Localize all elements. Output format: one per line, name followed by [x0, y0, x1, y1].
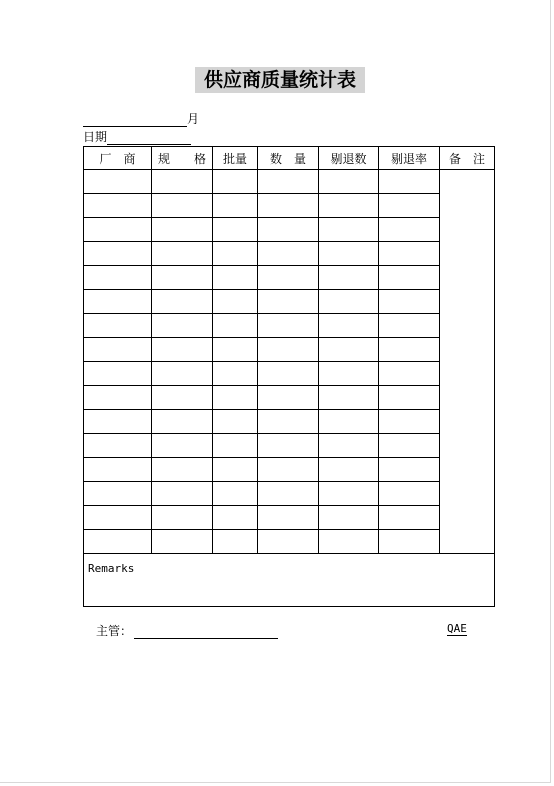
- table-row: [84, 338, 495, 362]
- table-cell[interactable]: [84, 386, 152, 410]
- table-row: [84, 482, 495, 506]
- table-cell[interactable]: [213, 458, 258, 482]
- table-cell[interactable]: [379, 314, 440, 338]
- table-cell[interactable]: [152, 170, 213, 194]
- table-cell[interactable]: [319, 458, 379, 482]
- table-cell[interactable]: [213, 410, 258, 434]
- table-cell[interactable]: [379, 290, 440, 314]
- notes-cell[interactable]: [440, 170, 495, 554]
- table-cell[interactable]: [213, 530, 258, 554]
- table-cell[interactable]: [213, 266, 258, 290]
- table-cell[interactable]: [319, 482, 379, 506]
- table-cell[interactable]: [258, 194, 319, 218]
- table-cell[interactable]: [84, 506, 152, 530]
- table-cell[interactable]: [258, 338, 319, 362]
- statistics-table: [83, 146, 495, 607]
- table-cell[interactable]: [213, 242, 258, 266]
- table-cell[interactable]: [152, 266, 213, 290]
- col-header-supplier: 厂 商: [84, 147, 152, 170]
- col-header-quantity: 数 量: [258, 147, 319, 170]
- table-cell[interactable]: [319, 434, 379, 458]
- table-cell[interactable]: [379, 530, 440, 554]
- table-cell[interactable]: [319, 266, 379, 290]
- table-cell[interactable]: [258, 386, 319, 410]
- table-body: [84, 170, 495, 554]
- table-row: [84, 458, 495, 482]
- table-cell[interactable]: [84, 218, 152, 242]
- col-header-reject-count: 剔退数: [319, 147, 379, 170]
- table-cell[interactable]: [379, 338, 440, 362]
- table-cell[interactable]: [152, 290, 213, 314]
- table-cell[interactable]: [213, 362, 258, 386]
- table-cell[interactable]: [213, 386, 258, 410]
- table-cell[interactable]: [379, 458, 440, 482]
- table-cell[interactable]: [84, 314, 152, 338]
- table-cell[interactable]: [258, 434, 319, 458]
- table-cell[interactable]: [152, 194, 213, 218]
- table-row: [84, 362, 495, 386]
- remarks-label: Remarks: [88, 562, 135, 575]
- table-cell[interactable]: [379, 194, 440, 218]
- table-cell[interactable]: [258, 242, 319, 266]
- table-cell[interactable]: [258, 482, 319, 506]
- table-cell[interactable]: [152, 410, 213, 434]
- table-cell[interactable]: [319, 242, 379, 266]
- month-field: [83, 110, 199, 127]
- supervisor-label: 主管：: [96, 624, 133, 638]
- col-header-spec: 规 格: [152, 147, 213, 170]
- table-header-row: [84, 147, 495, 170]
- table-cell[interactable]: [319, 362, 379, 386]
- table-cell[interactable]: [84, 242, 152, 266]
- table-row: [84, 218, 495, 242]
- table-cell[interactable]: [258, 170, 319, 194]
- table-cell[interactable]: [152, 218, 213, 242]
- table-cell[interactable]: [84, 530, 152, 554]
- date-field: [83, 128, 191, 145]
- table-cell[interactable]: [152, 530, 213, 554]
- table-cell[interactable]: [152, 386, 213, 410]
- table-cell[interactable]: [84, 194, 152, 218]
- table-cell[interactable]: [379, 410, 440, 434]
- table-cell[interactable]: [319, 506, 379, 530]
- table-cell[interactable]: [213, 482, 258, 506]
- table-cell[interactable]: [258, 506, 319, 530]
- table-cell[interactable]: [379, 506, 440, 530]
- table-cell[interactable]: [319, 218, 379, 242]
- table-cell[interactable]: [379, 386, 440, 410]
- table-cell[interactable]: [84, 290, 152, 314]
- table-cell[interactable]: [84, 410, 152, 434]
- col-header-batch: 批量: [213, 147, 258, 170]
- table-cell[interactable]: [379, 170, 440, 194]
- table-cell[interactable]: [319, 170, 379, 194]
- table-cell[interactable]: [84, 458, 152, 482]
- date-input-line[interactable]: [107, 131, 191, 145]
- table-row: [84, 386, 495, 410]
- table-cell[interactable]: [379, 266, 440, 290]
- supervisor-signature: [96, 622, 278, 639]
- table-cell[interactable]: [213, 314, 258, 338]
- table-cell[interactable]: [152, 506, 213, 530]
- table-cell[interactable]: [379, 434, 440, 458]
- table-cell[interactable]: [84, 434, 152, 458]
- table-cell[interactable]: [319, 386, 379, 410]
- table-cell[interactable]: [258, 410, 319, 434]
- table-cell[interactable]: [213, 218, 258, 242]
- table-cell[interactable]: [84, 338, 152, 362]
- table-cell[interactable]: [152, 458, 213, 482]
- table-row: [84, 194, 495, 218]
- supervisor-signature-line[interactable]: [134, 626, 278, 639]
- table-cell[interactable]: [319, 530, 379, 554]
- table-cell[interactable]: [258, 314, 319, 338]
- table-row: [84, 290, 495, 314]
- table-cell[interactable]: [319, 410, 379, 434]
- table-row: [84, 170, 495, 194]
- table-cell[interactable]: [379, 218, 440, 242]
- table-cell[interactable]: [213, 338, 258, 362]
- month-label: 月: [187, 112, 200, 126]
- table-row: [84, 506, 495, 530]
- table-cell[interactable]: [258, 266, 319, 290]
- col-header-notes: 备 注: [440, 147, 495, 170]
- table-row: [84, 530, 495, 554]
- table-cell[interactable]: [213, 290, 258, 314]
- table-cell[interactable]: [379, 242, 440, 266]
- col-header-reject-rate: 剔退率: [379, 147, 440, 170]
- table-cell[interactable]: [213, 194, 258, 218]
- table-cell[interactable]: [152, 242, 213, 266]
- table-cell[interactable]: [379, 482, 440, 506]
- table-row: [84, 410, 495, 434]
- table-cell[interactable]: [319, 314, 379, 338]
- table-cell[interactable]: [258, 530, 319, 554]
- page-title: 供应商质量统计表: [195, 67, 365, 93]
- qae-signature: [447, 622, 467, 635]
- table-cell[interactable]: [258, 458, 319, 482]
- table-cell[interactable]: [152, 482, 213, 506]
- table-cell[interactable]: [213, 506, 258, 530]
- table-cell[interactable]: [152, 314, 213, 338]
- table-cell[interactable]: [319, 290, 379, 314]
- table-cell[interactable]: [152, 434, 213, 458]
- table-row: [84, 314, 495, 338]
- table-cell[interactable]: [213, 434, 258, 458]
- qae-label: QAE: [447, 622, 467, 635]
- table-cell[interactable]: [319, 194, 379, 218]
- table-cell[interactable]: [379, 362, 440, 386]
- table-cell[interactable]: [258, 290, 319, 314]
- table-row: [84, 266, 495, 290]
- table-cell[interactable]: [84, 170, 152, 194]
- date-label: 日期: [83, 130, 108, 144]
- table-cell[interactable]: [152, 362, 213, 386]
- table-cell[interactable]: [258, 218, 319, 242]
- table-cell[interactable]: [213, 170, 258, 194]
- remarks-cell[interactable]: [84, 554, 495, 607]
- table-cell[interactable]: [319, 338, 379, 362]
- table-cell[interactable]: [152, 338, 213, 362]
- table-cell[interactable]: [84, 266, 152, 290]
- month-input-line[interactable]: [83, 113, 187, 127]
- table-row: [84, 242, 495, 266]
- table-row: [84, 434, 495, 458]
- table-cell[interactable]: [258, 362, 319, 386]
- remarks-row: [84, 554, 495, 607]
- table-cell[interactable]: [84, 482, 152, 506]
- table-cell[interactable]: [84, 362, 152, 386]
